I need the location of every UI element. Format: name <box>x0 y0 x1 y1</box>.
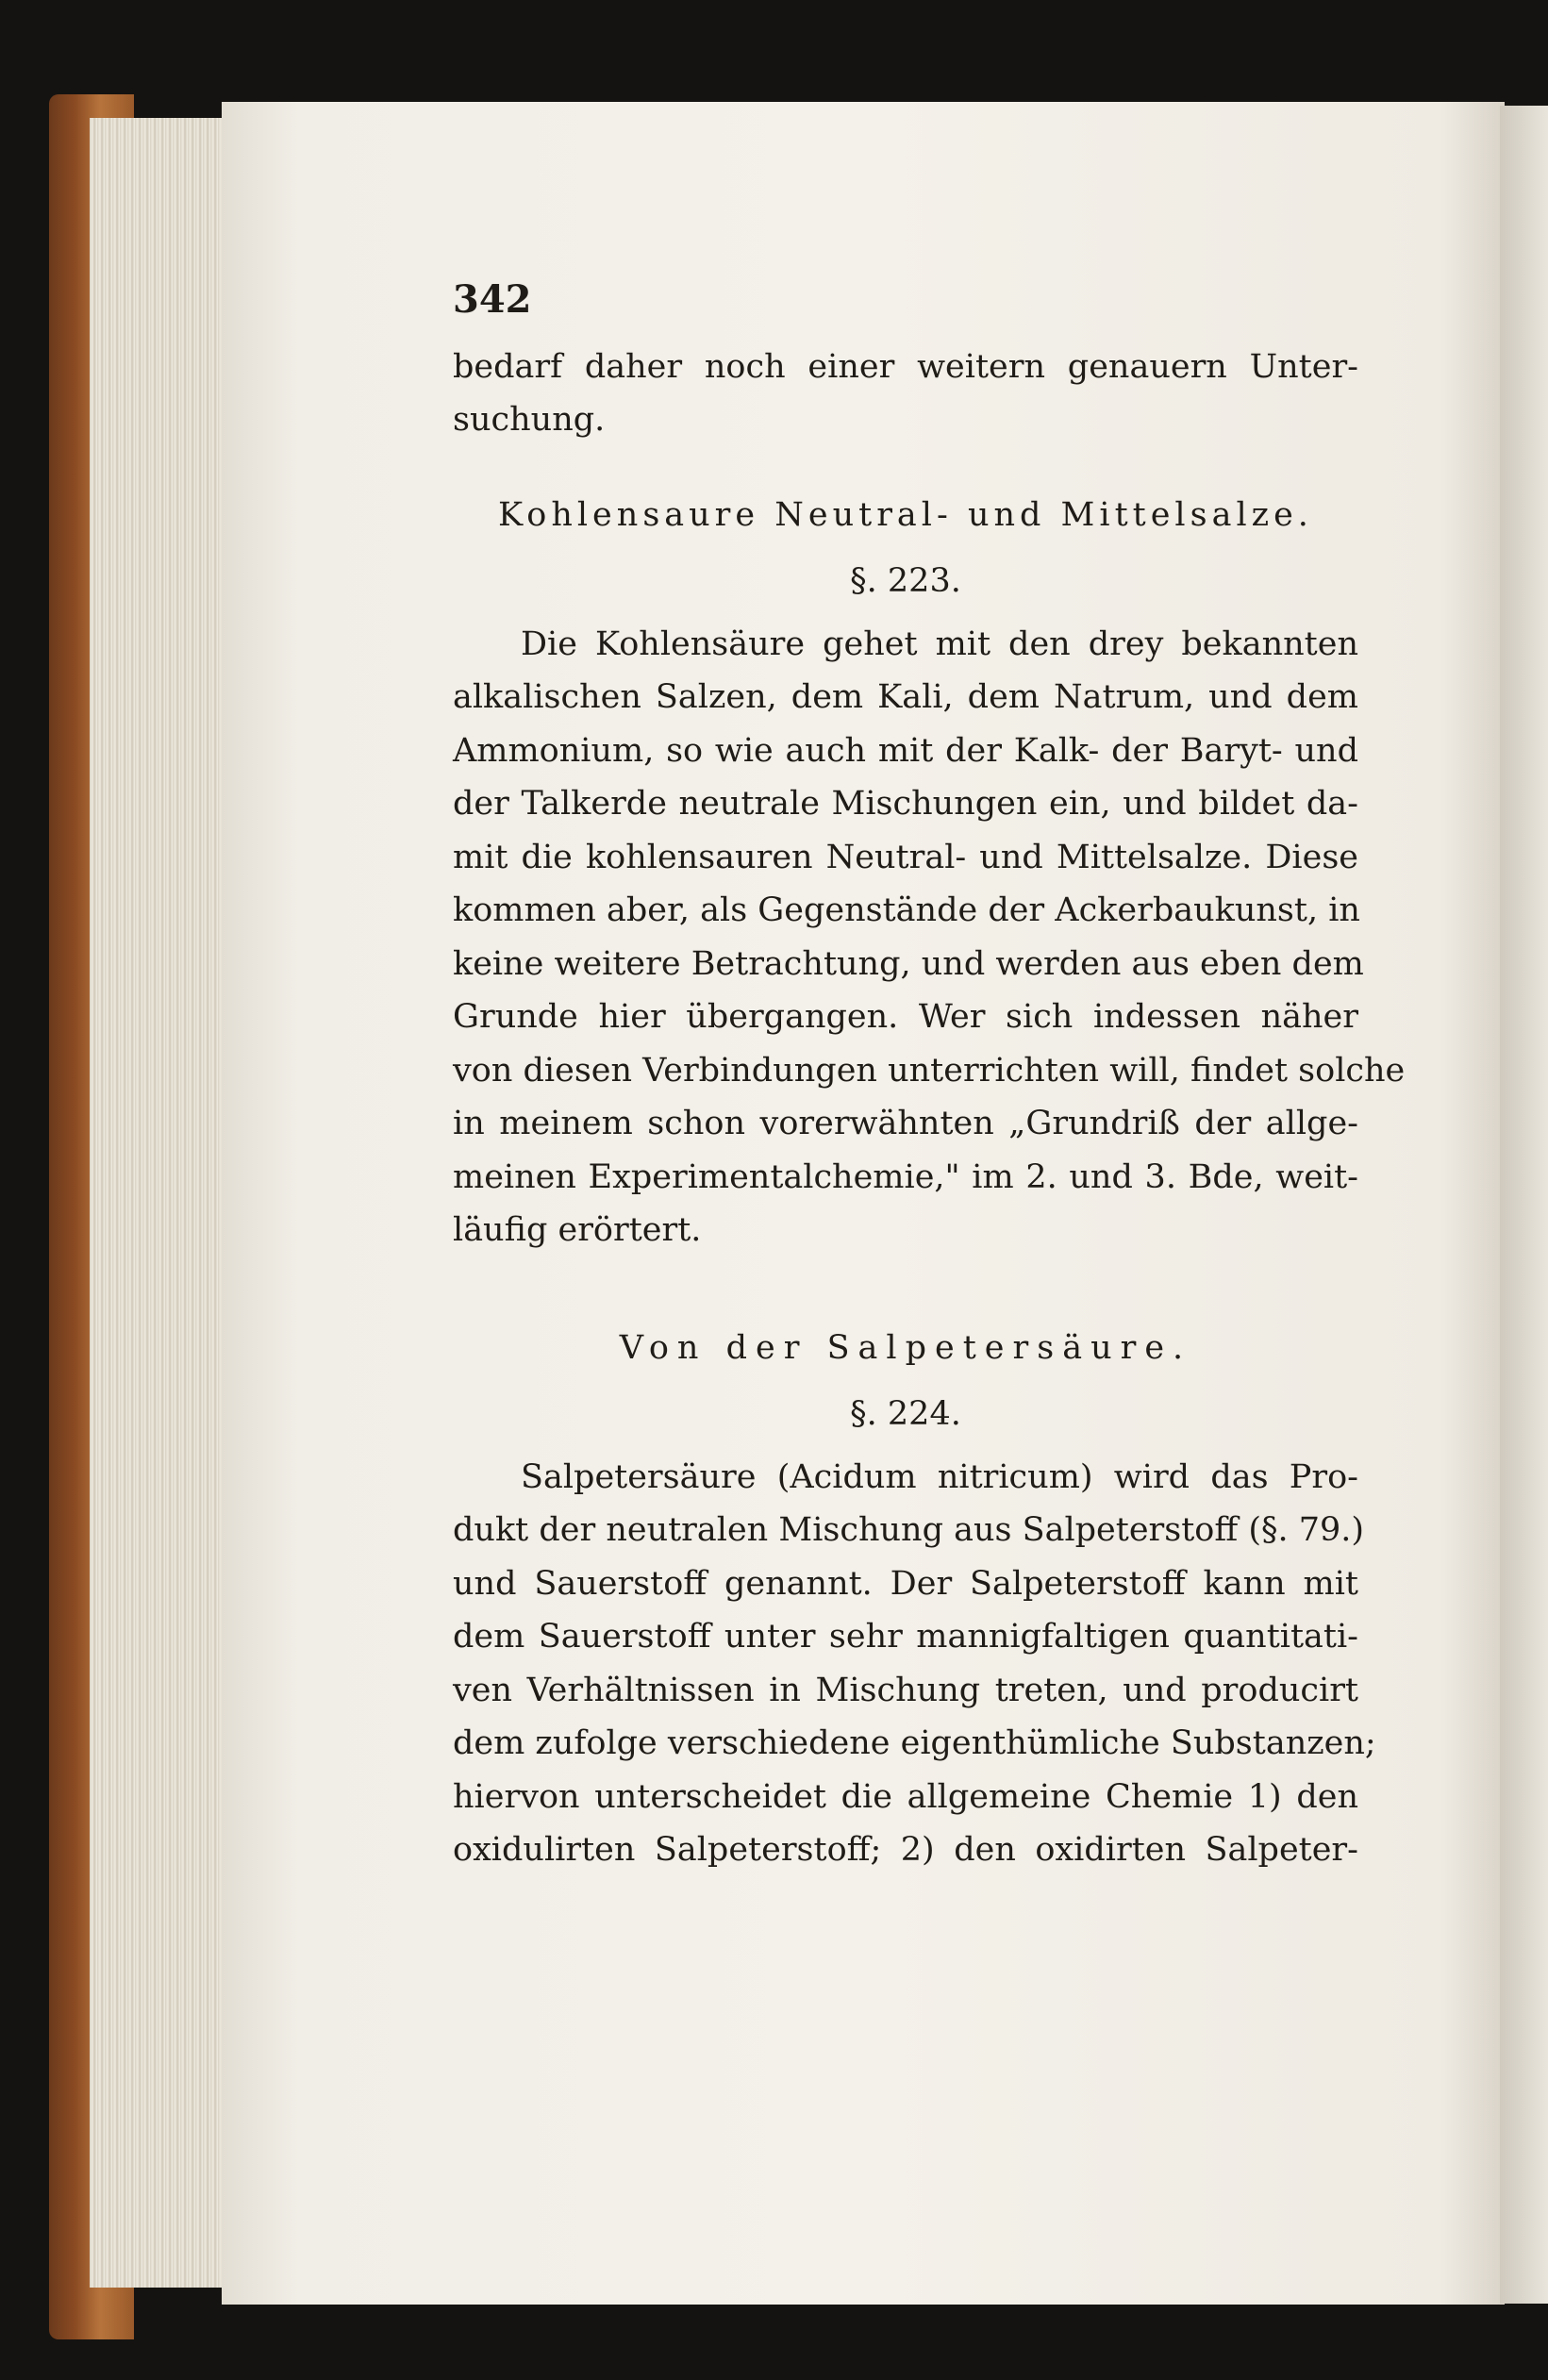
text-line: Ammonium, so wie auch mit der Kalk- der Baryt- und <box>453 731 1358 770</box>
text-line: in meinem schon vorerwähnten „Grundriß der allge- <box>453 1105 1358 1142</box>
text-line: dem Sauerstoff unter sehr mannigfaltigen quantitati- <box>453 1618 1358 1656</box>
section-heading: Von der Salpetersäure. <box>619 1328 1192 1367</box>
text-line: Die Kohlensäure gehet mit den drey bekannten <box>521 624 1358 663</box>
intro-line: suchung. <box>453 401 606 439</box>
text-line: ven Verhältnissen in Mischung treten, und producirt <box>453 1671 1358 1709</box>
text-line: alkalischen Salzen, dem Kali, dem Natrum, und dem <box>453 678 1358 716</box>
text-line: meinen Experimentalchemie," im 2. und 3. Bde, weit- <box>453 1157 1358 1196</box>
text-line: mit die kohlensauren Neutral- und Mittelsalze. Diese <box>453 838 1358 876</box>
text-line: läufig erörtert. <box>453 1211 702 1249</box>
page-edges <box>90 118 231 2288</box>
paragraph-number: §. 223. <box>850 562 961 600</box>
intro-line: bedarf daher noch einer weitern genauern Unter- <box>453 347 1358 386</box>
text-line: Salpetersäure (Acidum nitricum) wird das Pro- <box>521 1457 1358 1496</box>
page-number: 342 <box>453 277 532 322</box>
section-heading: Kohlensaure Neutral- und Mittelsalze. <box>498 495 1313 534</box>
text-line: oxidulirten Salpeterstoff; 2) den oxidirten Salpeter- <box>453 1831 1358 1869</box>
text-line: der Talkerde neutrale Mischungen ein, und bildet da- <box>453 785 1358 823</box>
text-line: hiervon unterscheidet die allgemeine Chemie 1) den <box>453 1777 1358 1816</box>
text-line: keine weitere Betrachtung, und werden aus eben dem <box>453 944 1364 983</box>
text-line: dem zufolge verschiedene eigenthümliche Substanzen; <box>453 1724 1376 1762</box>
next-page-edge <box>1500 106 1548 2304</box>
text-line: dukt der neutralen Mischung aus Salpeterstoff (§. 79.) <box>453 1511 1365 1549</box>
paragraph-number: §. 224. <box>850 1395 961 1433</box>
text-line: von diesen Verbindungen unterrichten will, findet solche <box>453 1051 1406 1090</box>
text-line: und Sauerstoff genannt. Der Salpeterstoff kann mit <box>453 1564 1358 1603</box>
page-text <box>453 274 1406 1877</box>
text-line: Grunde hier übergangen. Wer sich indessen näher <box>453 998 1358 1036</box>
text-line: kommen aber, als Gegenstände der Ackerbaukunst, in <box>453 891 1360 929</box>
